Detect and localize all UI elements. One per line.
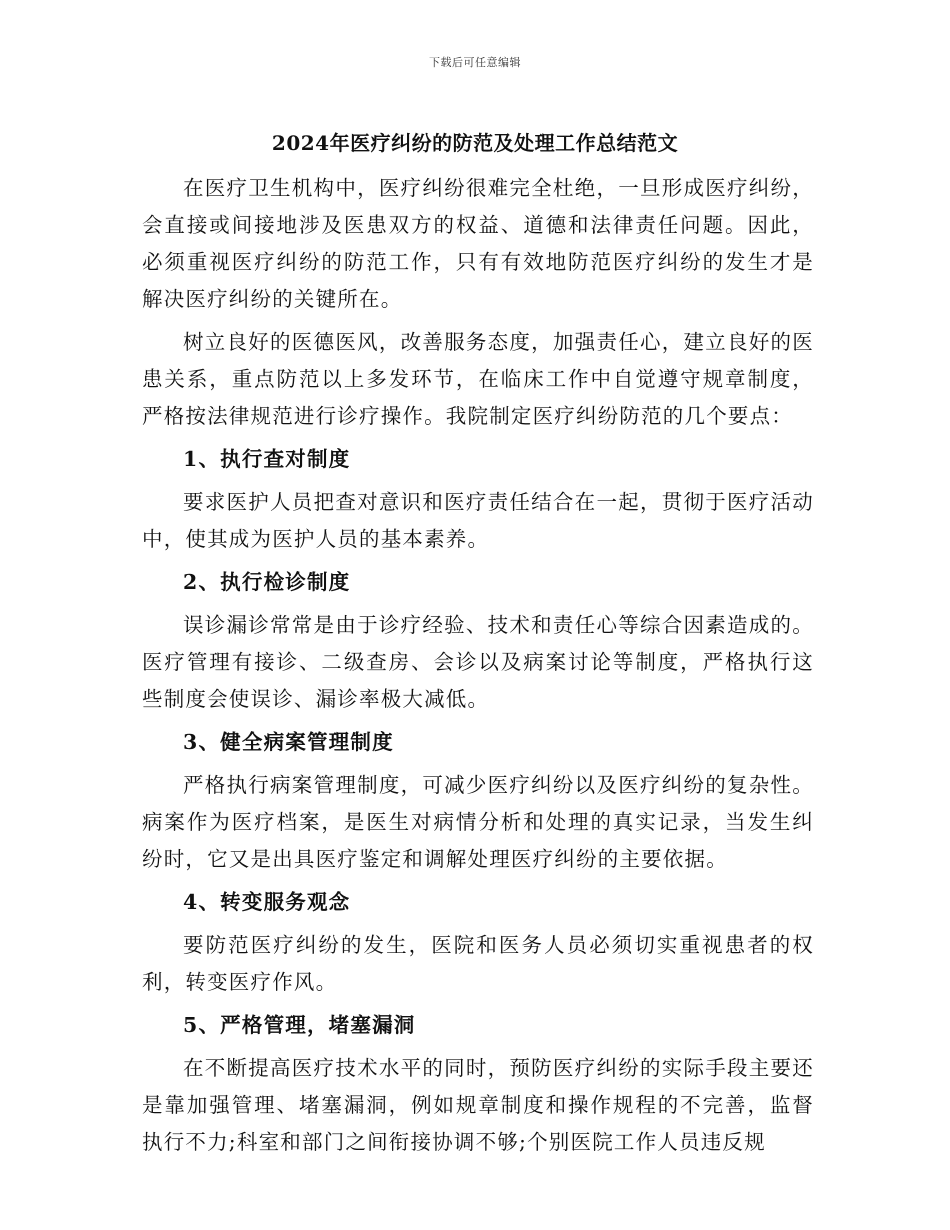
section-paragraph: 要求医护人员把查对意识和医疗责任结合在一起，贯彻于医疗活动中，使其成为医护人员的基本素养。 — [142, 490, 814, 551]
section-paragraph: 严格执行病案管理制度，可减少医疗纠纷以及医疗纠纷的复杂性。病案作为医疗档案，是医生对病情分析和处理的真实记录，当发生纠纷时，它又是出具医疗鉴定和调解处理医疗纠纷的主要依据。 — [142, 773, 814, 871]
section-heading: 2、执行检诊制度 — [183, 570, 351, 594]
section-heading: 1、执行查对制度 — [183, 447, 351, 471]
section-service-concept — [142, 884, 814, 1001]
intro-paragraph: 在医疗卫生机构中，医疗纠纷很难完全杜绝，一旦形成医疗纠纷，会直接或间接地涉及医患双方的权益、道德和法律责任问题。因此，必须重视医疗纠纷的防范工作，只有有效地防范医疗纠纷的发生才是解决医疗纠纷的关键所在。 — [142, 176, 814, 311]
document-title: 2024年医疗纠纷的防范及处理工作总结范文 — [271, 131, 679, 155]
header-note: 下载后可任意编辑 — [429, 56, 521, 69]
section-heading: 5、严格管理，堵塞漏洞 — [183, 1013, 416, 1037]
section-heading: 3、健全病案管理制度 — [183, 730, 394, 754]
section-heading: 4、转变服务观念 — [183, 890, 351, 914]
intro-paragraph: 树立良好的医德医风，改善服务态度，加强责任心，建立良好的医患关系，重点防范以上多发环节，在临床工作中自觉遵守规章制度，严格按法律规范进行诊疗操作。我院制定医疗纠纷防范的几个要点： — [142, 330, 814, 428]
document-body — [142, 170, 814, 1167]
section-paragraph: 要防范医疗纠纷的发生，医院和医务人员必须切实重视患者的权利，转变医疗作风。 — [142, 933, 814, 994]
section-paragraph: 误诊漏诊常常是由于诊疗经验、技术和责任心等综合因素造成的。医疗管理有接诊、二级查房、会诊以及病案讨论等制度，严格执行这些制度会使误诊、漏诊率极大减低。 — [142, 613, 814, 711]
section-records-system — [142, 724, 814, 878]
section-strict-management — [142, 1007, 814, 1161]
section-paragraph: 在不断提高医疗技术水平的同时，预防医疗纠纷的实际手段主要还是靠加强管理、堵塞漏洞，例如规章制度和操作规程的不完善，监督执行不力;科室和部门之间衔接协调不够;个别医院工作人员违反规 — [142, 1056, 814, 1154]
section-check-system — [142, 441, 814, 558]
section-diagnosis-system — [142, 564, 814, 718]
